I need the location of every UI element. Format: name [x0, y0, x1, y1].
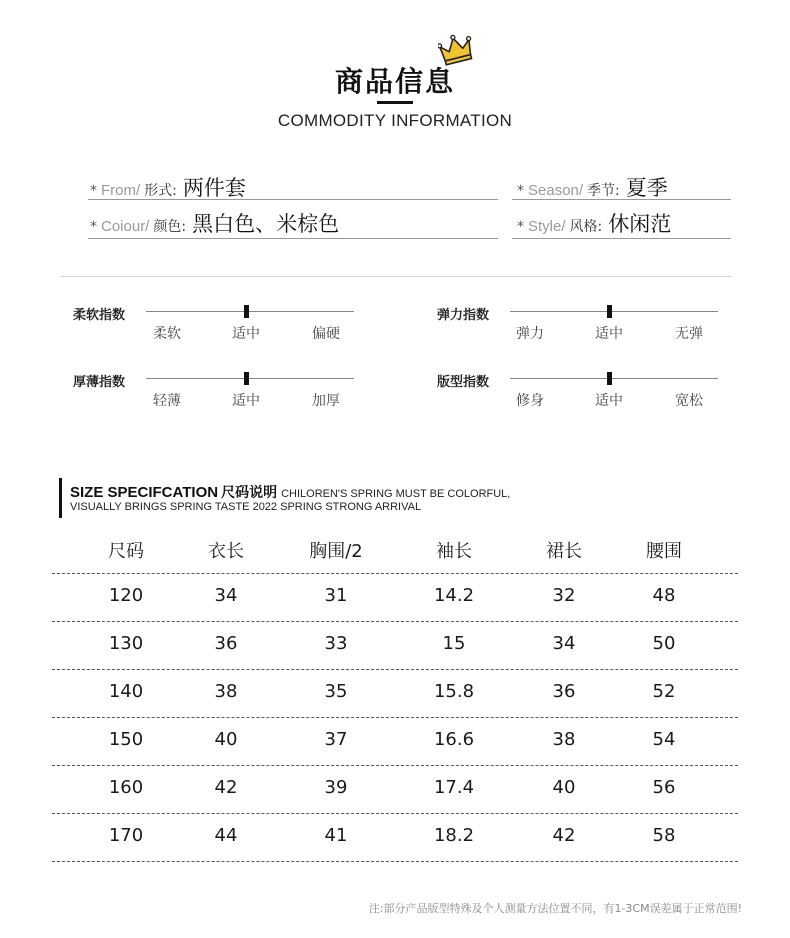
info-label-en: From/	[101, 182, 141, 199]
info-label-en: Style/	[528, 218, 566, 235]
info-style	[517, 208, 671, 238]
table-cell: 52	[652, 681, 676, 702]
star-mark: *	[90, 219, 97, 235]
crown-icon	[438, 34, 474, 66]
info-label-cn: 季节:	[587, 183, 620, 199]
table-header-cell: 胸围/2	[309, 541, 363, 562]
star-mark: *	[517, 219, 524, 235]
table-cell: 44	[214, 825, 238, 846]
info-value: 休闲范	[608, 212, 672, 236]
table-cell: 36	[552, 681, 576, 702]
table-cell: 41	[324, 825, 348, 846]
index-option: 适中	[232, 393, 260, 409]
table-cell: 15.8	[433, 681, 475, 702]
size-tagline: CHILOREN'S SPRING MUST BE COLORFUL,	[281, 488, 511, 500]
table-cell: 54	[652, 729, 676, 750]
table-cell: 14.2	[433, 585, 475, 606]
table-cell: 35	[324, 681, 348, 702]
index-track	[510, 311, 718, 312]
table-cell: 18.2	[433, 825, 475, 846]
info-label-en: Season/	[528, 182, 584, 199]
table-cell: 17.4	[433, 777, 475, 798]
section-accent-bar	[59, 478, 62, 518]
info-colour	[90, 208, 339, 238]
info-label-cn: 形式:	[144, 183, 177, 199]
index-option: 轻薄	[153, 393, 181, 409]
table-cell: 34	[214, 585, 238, 606]
table-row	[52, 574, 738, 622]
table-cell: 33	[324, 633, 348, 654]
index-option: 宽松	[675, 393, 703, 409]
table-cell: 58	[652, 825, 676, 846]
size-title-en: SIZE SPECIFCATION	[70, 484, 219, 501]
index-option: 无弹	[675, 326, 703, 342]
index-marker	[244, 305, 249, 318]
table-cell: 38	[552, 729, 576, 750]
info-label-cn: 颜色:	[153, 219, 187, 235]
table-cell: 31	[324, 585, 348, 606]
table-cell: 48	[652, 585, 676, 606]
index-track	[146, 311, 354, 312]
info-label-cn: 风格:	[569, 219, 603, 235]
info-divider	[512, 199, 731, 200]
index-option: 柔软	[153, 326, 181, 342]
table-cell: 42	[552, 825, 576, 846]
table-row	[52, 622, 738, 670]
table-cell: 15	[442, 633, 466, 654]
info-divider	[88, 238, 498, 239]
size-tagline: VISUALLY BRINGS SPRING TASTE 2022 SPRING STRONG ARRIVAL	[70, 501, 422, 513]
index-label-softness: 柔软指数	[73, 308, 126, 323]
table-cell: 16.6	[433, 729, 475, 750]
table-header-cell: 腰围	[646, 541, 682, 562]
info-value: 黑白色、米棕色	[192, 212, 340, 236]
table-cell: 42	[214, 777, 238, 798]
table-header-cell: 裙长	[546, 541, 582, 562]
table-header-cell: 袖长	[436, 541, 472, 562]
table-cell: 170	[108, 825, 144, 846]
table-cell: 37	[324, 729, 348, 750]
table-cell: 120	[108, 585, 144, 606]
table-cell: 40	[214, 729, 238, 750]
info-from	[90, 172, 246, 202]
table-row	[52, 766, 738, 814]
table-row	[52, 718, 738, 766]
table-cell: 40	[552, 777, 576, 798]
index-marker	[607, 305, 612, 318]
table-cell: 38	[214, 681, 238, 702]
size-section-title	[70, 482, 510, 502]
page-subtitle: COMMODITY INFORMATION	[277, 111, 513, 130]
table-cell: 56	[652, 777, 676, 798]
index-marker	[244, 372, 249, 385]
info-divider	[88, 199, 498, 200]
size-table	[52, 530, 738, 862]
table-divider	[52, 861, 738, 862]
index-track	[510, 378, 718, 379]
index-option: 弹力	[516, 326, 544, 342]
index-label-elasticity: 弹力指数	[437, 308, 490, 323]
footnote: 注:部分产品版型特殊及个人测量方法位置不同，有1-3CM误差属于正常范围!	[368, 902, 742, 915]
index-option: 适中	[595, 393, 623, 409]
table-cell: 32	[552, 585, 576, 606]
page-title: 商品信息	[334, 65, 455, 98]
section-divider	[60, 276, 731, 277]
index-option: 适中	[232, 326, 260, 342]
table-cell: 39	[324, 777, 348, 798]
star-mark: *	[517, 183, 524, 199]
table-cell: 34	[552, 633, 576, 654]
table-row	[52, 814, 738, 862]
table-cell: 130	[108, 633, 144, 654]
index-option: 偏硬	[312, 326, 340, 342]
table-header-cell: 衣长	[208, 541, 244, 562]
info-season	[517, 172, 668, 202]
table-cell: 36	[214, 633, 238, 654]
table-row	[52, 670, 738, 718]
title-underline	[377, 101, 413, 104]
index-label-fit: 版型指数	[437, 375, 490, 390]
info-value: 两件套	[182, 176, 246, 200]
index-option: 修身	[516, 393, 544, 409]
table-cell: 140	[108, 681, 144, 702]
star-mark: *	[90, 183, 97, 199]
index-track	[146, 378, 354, 379]
table-cell: 50	[652, 633, 676, 654]
info-value: 夏季	[625, 176, 668, 200]
index-marker	[607, 372, 612, 385]
table-cell: 160	[108, 777, 144, 798]
index-option: 适中	[595, 326, 623, 342]
info-label-en: Coiour/	[101, 218, 150, 235]
table-header-cell: 尺码	[108, 541, 144, 562]
index-option: 加厚	[312, 393, 340, 409]
size-title-cn: 尺码说明	[221, 485, 278, 501]
table-cell: 150	[108, 729, 144, 750]
info-divider	[512, 238, 731, 239]
table-header-row	[52, 530, 738, 574]
index-label-thickness: 厚薄指数	[73, 375, 126, 390]
